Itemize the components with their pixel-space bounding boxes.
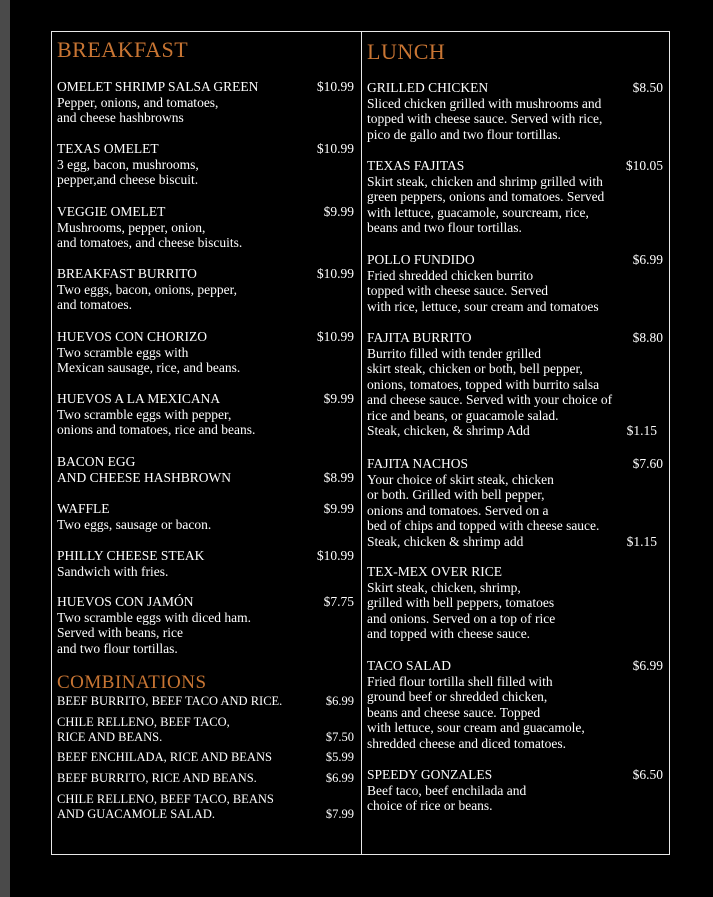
combination-line: CHILE RELLENO, BEEF TACO, (57, 715, 230, 729)
lunch-item (367, 658, 663, 751)
combination-item (57, 750, 354, 765)
breakfast-item-desc: Sandwich with fries. (57, 563, 169, 579)
breakfast-item (57, 594, 354, 656)
breakfast-item-name: BREAKFAST BURRITO (57, 266, 197, 281)
breakfast-item-name: VEGGIE OMELET (57, 204, 166, 219)
lunch-item-desc: topped with cheese sauce. Served (367, 283, 549, 298)
breakfast-item-price: $10.99 (316, 266, 354, 281)
lunch-item-row (367, 564, 663, 580)
lunch-item-desc: with lettuce, sour cream and guacamole, (367, 720, 585, 735)
lunch-item-desc: Skirt steak, chicken, shrimp, (367, 579, 521, 595)
breakfast-item-desc: and two flour tortillas. (57, 640, 178, 656)
lunch-item-row (367, 158, 663, 174)
combination-item (57, 715, 354, 744)
lunch-item-name: TEXAS FAJITAS (367, 158, 465, 173)
combination-row (57, 715, 354, 744)
lunch-item-desc: Your choice of skirt steak, chicken (367, 471, 554, 487)
combination-row (57, 771, 354, 786)
combination-line: BEEF BURRITO, BEEF TACO AND RICE. (57, 694, 283, 708)
lunch-item-name: TACO SALAD (367, 658, 452, 673)
breakfast-item (57, 204, 354, 251)
breakfast-item-name: OMELET SHRIMP SALSA GREEN (57, 79, 259, 94)
breakfast-item (57, 141, 354, 188)
lunch-item-name: GRILLED CHICKEN (367, 80, 489, 95)
lunch-item-desc: choice of rice or beans. (367, 798, 493, 813)
breakfast-item-name: HUEVOS CON JAMÓN (57, 594, 194, 609)
lunch-item-desc: pico de gallo and two flour tortillas. (367, 126, 561, 142)
lunch-item-row (367, 456, 663, 472)
lunch-item-price: $8.80 (632, 330, 663, 345)
breakfast-item (57, 266, 354, 313)
breakfast-item-price: $8.99 (323, 469, 354, 485)
breakfast-item-row (57, 548, 354, 564)
breakfast-item-desc: Two scramble eggs with diced ham. (57, 609, 252, 625)
combination-item (57, 694, 354, 709)
combination-price: $6.99 (325, 771, 354, 785)
combination-row (57, 792, 354, 821)
breakfast-item-price: $10.99 (316, 329, 354, 344)
breakfast-item-row (57, 594, 354, 610)
lunch-item-desc: Skirt steak, chicken and shrimp grilled with (367, 173, 603, 189)
lunch-item (367, 564, 663, 642)
combination-text (57, 694, 282, 709)
column-divider (361, 31, 362, 855)
lunch-item-price: $6.50 (632, 767, 663, 782)
combination-line: BEEF ENCHILADA, RICE AND BEANS (57, 750, 272, 764)
lunch-item-desc: and cheese sauce. Served with your choice of (367, 392, 613, 407)
lunch-item (367, 330, 663, 439)
breakfast-item-price: $10.99 (316, 548, 354, 563)
combination-price: $5.99 (325, 750, 354, 764)
breakfast-item-desc: Served with beans, rice (57, 625, 183, 640)
breakfast-item-desc: onions and tomatoes, rice and beans. (57, 422, 256, 437)
combination-line: CHILE RELLENO, BEEF TACO, BEANS (57, 792, 274, 806)
breakfast-item-desc: Mexican sausage, rice, and beans. (57, 360, 241, 375)
breakfast-item-desc: Mushrooms, pepper, onion, (57, 219, 206, 235)
breakfast-item (57, 391, 354, 438)
breakfast-item-desc: Pepper, onions, and tomatoes, (57, 94, 219, 110)
lunch-item-row (367, 658, 663, 674)
breakfast-item-row (57, 79, 354, 95)
breakfast-item-desc: Two eggs, bacon, onions, pepper, (57, 281, 237, 297)
lunch-item-addon (367, 534, 663, 550)
lunch-addon-label: Steak, chicken & shrimp add (367, 533, 524, 549)
lunch-item-desc: with rice, lettuce, sour cream and tomatoes (367, 298, 599, 314)
breakfast-item-price: $9.99 (323, 391, 354, 406)
breakfast-item (57, 79, 354, 126)
breakfast-item-name: BACON EGG (57, 454, 136, 469)
breakfast-item-desc: and cheese hashbrowns (57, 110, 184, 125)
lunch-item-desc: skirt steak, chicken or both, bell pepper, (367, 361, 583, 376)
lunch-item-desc: and topped with cheese sauce. (367, 626, 531, 641)
breakfast-item-row (57, 329, 354, 345)
lunch-item-desc: Burrito filled with tender grilled (367, 345, 541, 361)
lunch-item-name: TEX-MEX OVER RICE (367, 564, 502, 579)
lunch-item-desc: Sliced chicken grilled with mushrooms and (367, 95, 602, 111)
lunch-item-addon (367, 423, 663, 439)
breakfast-item-desc: Two eggs, sausage or bacon. (57, 516, 212, 532)
lunch-item-price: $6.99 (632, 252, 663, 267)
breakfast-item-price: $7.75 (323, 594, 354, 609)
breakfast-column (57, 36, 354, 821)
combination-price: $7.99 (325, 806, 354, 821)
breakfast-item-name: HUEVOS A LA MEXICANA (57, 391, 221, 406)
combination-row (57, 750, 354, 765)
lunch-item-name: SPEEDY GONZALES (367, 767, 493, 782)
lunch-item-price: $7.60 (632, 456, 663, 471)
lunch-item-desc: rice and beans, or guacamole salad. (367, 407, 559, 423)
breakfast-item-name-cont: AND CHEESE HASHBROWN (57, 469, 232, 485)
lunch-item-desc: onions, tomatoes, topped with burrito salsa (367, 376, 600, 392)
lunch-item-row (367, 80, 663, 96)
lunch-addon-price: $1.15 (626, 533, 657, 549)
breakfast-item-desc: and tomatoes. (57, 297, 132, 312)
lunch-item-desc: and onions. Served on a top of rice (367, 610, 556, 626)
lunch-item-desc: beans and two flour tortillas. (367, 220, 522, 235)
lunch-item-name: FAJITA BURRITO (367, 330, 472, 345)
breakfast-item-desc: Two scramble eggs with pepper, (57, 406, 232, 422)
lunch-item-desc: Fried shredded chicken burrito (367, 267, 534, 283)
breakfast-item-name: WAFFLE (57, 501, 110, 516)
lunch-item-desc: beans and cheese sauce. Topped (367, 704, 541, 720)
combination-price: $7.50 (325, 729, 354, 744)
combination-row (57, 694, 354, 709)
breakfast-item-price: $9.99 (323, 501, 354, 516)
lunch-column (367, 36, 663, 813)
left-edge-strip (0, 0, 10, 897)
breakfast-item-price: $9.99 (323, 204, 354, 219)
lunch-item-desc: shredded cheese and diced tomatoes. (367, 735, 567, 751)
combination-text (57, 792, 274, 821)
lunch-item-desc: Beef taco, beef enchilada and (367, 782, 527, 798)
lunch-item (367, 767, 663, 814)
breakfast-item-row (57, 391, 354, 407)
lunch-item-desc: grilled with bell peppers, tomatoes (367, 595, 555, 610)
breakfast-item (57, 548, 354, 579)
breakfast-item-desc: Two scramble eggs with (57, 344, 189, 360)
lunch-item (367, 158, 663, 236)
lunch-item-price: $10.05 (625, 158, 663, 173)
breakfast-item-price: $10.99 (316, 141, 354, 156)
breakfast-item-row (57, 266, 354, 282)
lunch-item-name: FAJITA NACHOS (367, 456, 469, 471)
lunch-addon-price: $1.15 (626, 423, 657, 438)
combination-item (57, 792, 354, 821)
breakfast-item (57, 329, 354, 376)
combination-text (57, 715, 230, 744)
lunch-item-desc: topped with cheese sauce. Served with rice, (367, 111, 603, 126)
breakfast-item-desc: and tomatoes, and cheese biscuits. (57, 235, 243, 250)
combination-text (57, 750, 272, 765)
combinations-title: COMBINATIONS (57, 672, 207, 693)
breakfast-item-row (57, 501, 354, 517)
combination-text (57, 771, 257, 786)
combination-line: AND GUACAMOLE SALAD. (57, 806, 215, 821)
breakfast-item (57, 454, 354, 485)
breakfast-title: BREAKFAST (57, 37, 189, 62)
breakfast-item-row (57, 141, 354, 157)
breakfast-item-name: HUEVOS CON CHORIZO (57, 329, 208, 344)
lunch-item-price: $6.99 (632, 658, 663, 673)
lunch-item-desc: green peppers, onions and tomatoes. Served (367, 189, 605, 204)
lunch-item-desc: onions and tomatoes. Served on a (367, 502, 549, 518)
breakfast-item-name: PHILLY CHEESE STEAK (57, 548, 205, 563)
combination-line: RICE AND BEANS. (57, 729, 163, 744)
breakfast-item-desc: 3 egg, bacon, mushrooms, (57, 156, 199, 172)
lunch-title: LUNCH (367, 39, 446, 64)
lunch-item-desc: or both. Grilled with bell pepper, (367, 487, 545, 502)
breakfast-item-desc: pepper,and cheese biscuit. (57, 172, 199, 187)
lunch-item-desc: with lettuce, guacamole, sourcream, rice, (367, 204, 589, 220)
breakfast-item-price: $10.99 (316, 79, 354, 94)
breakfast-item-name: TEXAS OMELET (57, 141, 159, 156)
combination-item (57, 771, 354, 786)
lunch-item-row (367, 330, 663, 346)
lunch-item-row (367, 252, 663, 268)
lunch-item-desc: ground beef or shredded chicken, (367, 689, 548, 704)
lunch-item-desc: Fried flour tortilla shell filled with (367, 673, 553, 689)
lunch-item-desc: bed of chips and topped with cheese sauce. (367, 518, 600, 533)
lunch-item (367, 456, 663, 549)
lunch-item (367, 80, 663, 142)
breakfast-item (57, 501, 354, 532)
combination-price: $6.99 (325, 694, 354, 708)
lunch-item-price: $8.50 (632, 80, 663, 95)
lunch-item-row (367, 767, 663, 783)
lunch-addon-label: Steak, chicken, & shrimp Add (367, 423, 530, 438)
combination-line: BEEF BURRITO, RICE AND BEANS. (57, 771, 257, 785)
breakfast-item-row (57, 204, 354, 220)
lunch-item-name: POLLO FUNDIDO (367, 252, 475, 267)
lunch-item (367, 252, 663, 314)
